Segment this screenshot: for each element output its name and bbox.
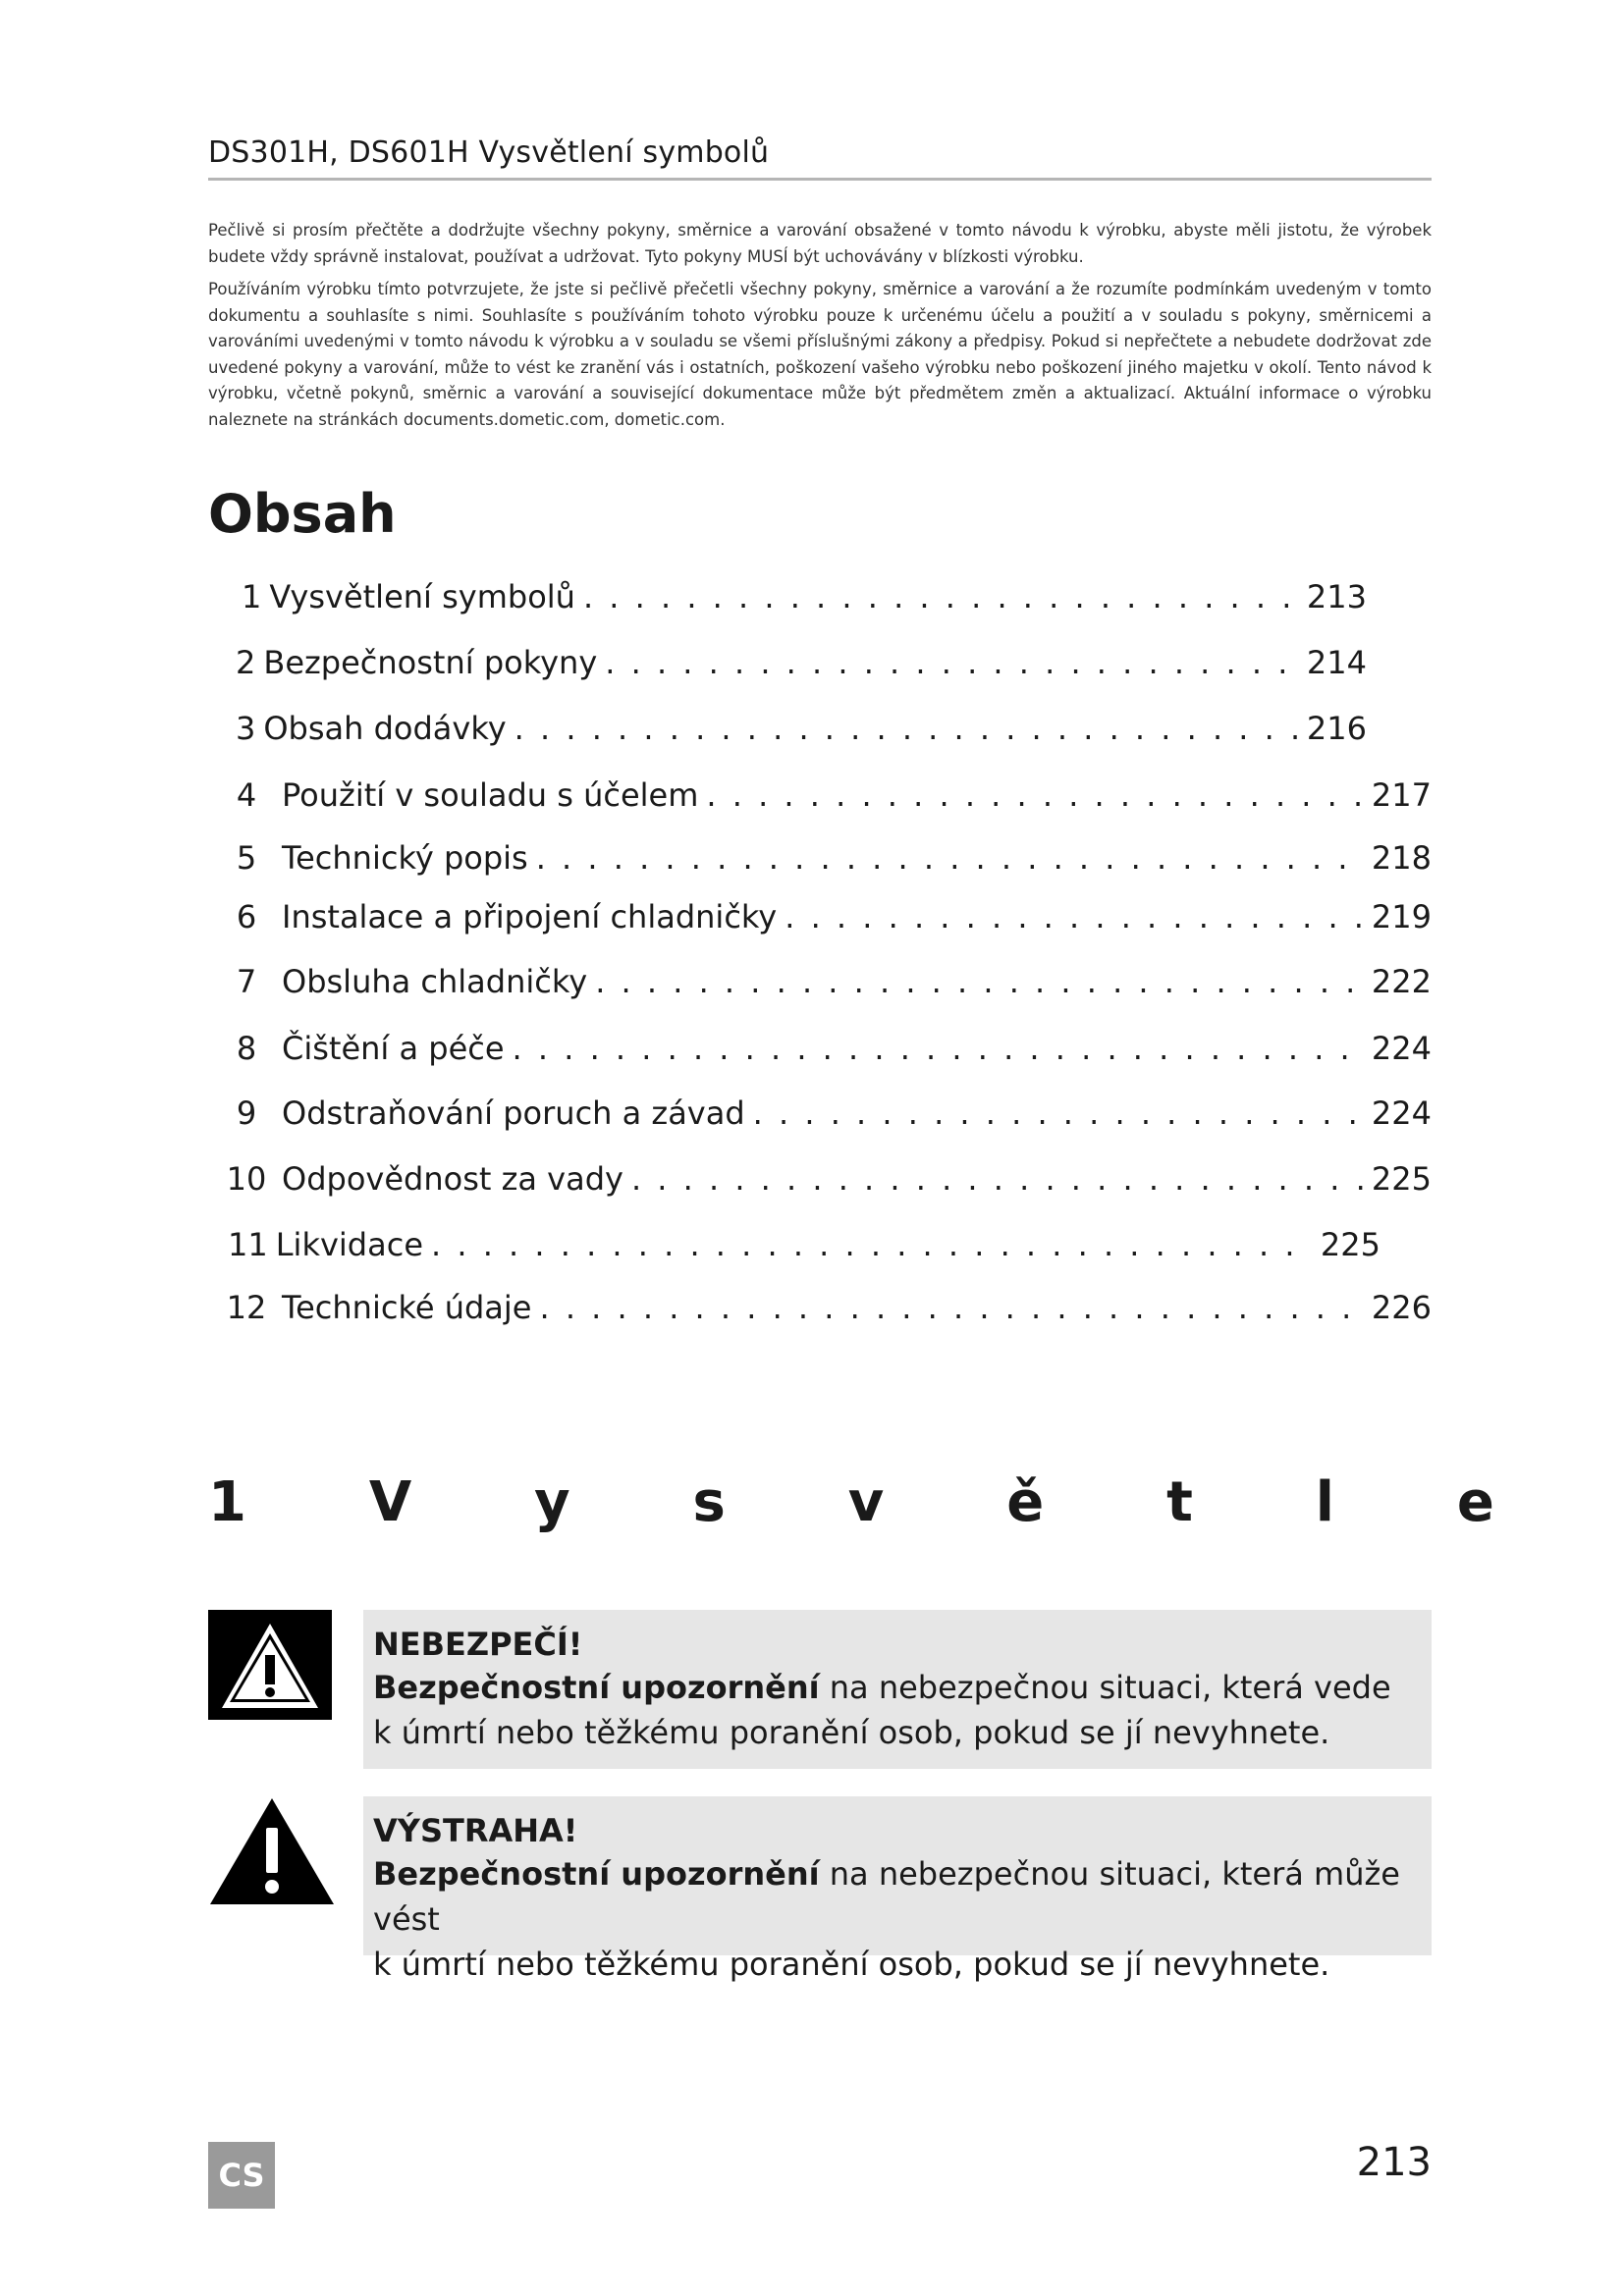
intro-paragraph-2: Používáním výrobku tímto potvrzujete, že jste si pečlivě přečetli všechny pokyny, směrnice a varování a že rozumíte podmínkám uvedeným v tomto dokumentu a souhlasíte s nimi. Souhlasíte s používáním tohoto výrobku pouze k určenému účelu a použití a v souladu s pokyny, směrnicemi a varováními uvedenými v tomto návodu k výrobku a v souladu se všemi příslušnými zákony a předpisy. Pokud si nepřečtete a nebudete dodržovat zde uvedené pokyny a varování, může to vést ke zranění vás i ostatních, poškození vašeho výrobku nebo poškození jiného majetku v okolí. Tento návod k výrobku, včetně pokynů, směrnic a varování a související dokumentace může být předmětem změn a aktualizací. Aktuální informace o výrobku naleznete na stránkách documents.dometic.com, dometic.com. (208, 280, 1432, 429)
toc-item-page: 214 (1306, 644, 1367, 681)
notice-body (373, 1665, 1422, 1755)
toc-item-page: 218 (1371, 839, 1432, 877)
toc-item[interactable] (236, 709, 1367, 748)
toc-item-number: 4 (236, 776, 257, 814)
toc-item-page: 217 (1371, 776, 1432, 814)
toc-item-number: 1 (242, 578, 262, 615)
notice-body (373, 1851, 1422, 1987)
toc-dot-leader (539, 1288, 1363, 1327)
toc-item-number: 10 (226, 1160, 267, 1198)
toc-title: Obsah (208, 483, 397, 545)
toc-dot-leader (605, 643, 1299, 682)
section-heading-char: e (1456, 1470, 1494, 1534)
toc-item[interactable] (242, 577, 1367, 616)
toc-dot-leader (785, 897, 1364, 936)
toc-item[interactable] (228, 1225, 1380, 1264)
toc-item-page: 213 (1306, 578, 1367, 615)
toc-item-page: 222 (1371, 963, 1432, 1000)
toc-dot-leader (514, 709, 1299, 748)
section-heading-char: l (1315, 1470, 1334, 1534)
notice-bold-lead: Bezpečnostní upozornění (373, 1669, 820, 1706)
toc-item[interactable] (211, 1288, 1432, 1327)
toc-item-number: 8 (236, 1030, 257, 1067)
toc-dot-leader (583, 577, 1299, 616)
toc-item[interactable] (211, 897, 1432, 936)
warning-notice-box (363, 1796, 1432, 1983)
toc-dot-leader (706, 775, 1364, 815)
language-tag: CS (208, 2142, 275, 2209)
toc-item-page: 226 (1371, 1289, 1432, 1326)
section-heading-char: 1 (208, 1470, 246, 1534)
notice-text-line1: na nebezpečnou situaci, která může vést (373, 1855, 1400, 1938)
toc-item[interactable] (211, 962, 1432, 1001)
toc-item-number: 11 (228, 1226, 268, 1263)
toc-item-number: 9 (236, 1095, 257, 1132)
intro-paragraph-1: Pečlivě si prosím přečtěte a dodržujte všechny pokyny, směrnice a varování obsažené v tomto návodu k výrobku, abyste měli jistotu, že výrobek budete vždy správně instalovat, používat a udržovat. Tyto pokyny MUSÍ být uchovávány v blízkosti výrobku. (208, 221, 1432, 266)
toc-item-title: Vysvětlení symbolů (269, 578, 575, 615)
section-heading-char: v (847, 1470, 885, 1534)
toc-dot-leader (631, 1159, 1364, 1199)
toc-item-page: 224 (1371, 1030, 1432, 1067)
toc-item-title: Technické údaje (282, 1289, 532, 1326)
header-title: DS301H, DS601H Vysvětlení symbolů (208, 135, 770, 170)
notice-text-line1: na nebezpečnou situaci, která vede (819, 1669, 1391, 1706)
toc-item-number: 2 (236, 644, 256, 681)
page-header (208, 135, 1432, 181)
toc-item-number: 3 (236, 710, 256, 747)
toc-item-title: Obsluha chladničky (282, 963, 588, 1000)
toc-item-page: 219 (1371, 898, 1432, 935)
notice-label: NEBEZPEČÍ! (373, 1626, 583, 1663)
toc-item-title: Čištění a péče (282, 1030, 505, 1067)
toc-dot-leader (513, 1029, 1364, 1068)
toc-item-page: 216 (1306, 710, 1367, 747)
toc-item-number: 7 (236, 963, 257, 1000)
warning-notice (208, 1796, 1432, 1983)
toc-item-title: Bezpečnostní pokyny (263, 644, 598, 681)
toc-item[interactable] (211, 775, 1432, 815)
toc-dot-leader (431, 1225, 1313, 1264)
section-heading (208, 1470, 1494, 1534)
toc-item-title: Technický popis (282, 839, 528, 877)
toc-item-title: Odstraňování poruch a závad (282, 1095, 745, 1132)
toc-item-page: 225 (1320, 1226, 1380, 1263)
warning-triangle-icon (208, 1796, 336, 1910)
toc-item-number: 5 (236, 839, 257, 877)
toc-dot-leader (753, 1094, 1364, 1133)
toc-dot-leader (536, 838, 1364, 878)
section-heading-char: ě (1006, 1470, 1045, 1534)
toc-item[interactable] (211, 1094, 1432, 1133)
toc-item-number: 12 (226, 1289, 267, 1326)
section-heading-char: V (368, 1470, 412, 1534)
toc-item-title: Použití v souladu s účelem (282, 776, 699, 814)
toc-item-title: Obsah dodávky (263, 710, 507, 747)
toc-item[interactable] (211, 1029, 1432, 1068)
toc-item[interactable] (236, 643, 1367, 682)
danger-notice-box (363, 1610, 1432, 1769)
toc-item-title: Instalace a připojení chladničky (282, 898, 778, 935)
notice-text-line2: k úmrtí nebo těžkému poranění osob, pokud se jí nevyhnete. (373, 1946, 1330, 1983)
danger-notice (208, 1610, 1432, 1769)
section-heading-char: t (1166, 1470, 1193, 1534)
page-number: 213 (1356, 2140, 1432, 2185)
toc-item-title: Likvidace (275, 1226, 423, 1263)
notice-label: VÝSTRAHA! (373, 1812, 578, 1849)
section-heading-char: y (534, 1470, 570, 1534)
toc-item-page: 224 (1371, 1095, 1432, 1132)
section-heading-char: s (692, 1470, 726, 1534)
toc-dot-leader (595, 962, 1364, 1001)
toc-item[interactable] (211, 1159, 1432, 1199)
toc-item-number: 6 (236, 898, 257, 935)
notice-bold-lead: Bezpečnostní upozornění (373, 1855, 820, 1893)
warning-triangle-boxed-icon (208, 1610, 332, 1724)
notice-text-line2: k úmrtí nebo těžkému poranění osob, pokud se jí nevyhnete. (373, 1714, 1330, 1751)
toc-item[interactable] (211, 838, 1432, 878)
toc-item-page: 225 (1371, 1160, 1432, 1198)
toc-item-title: Odpovědnost za vady (282, 1160, 623, 1198)
